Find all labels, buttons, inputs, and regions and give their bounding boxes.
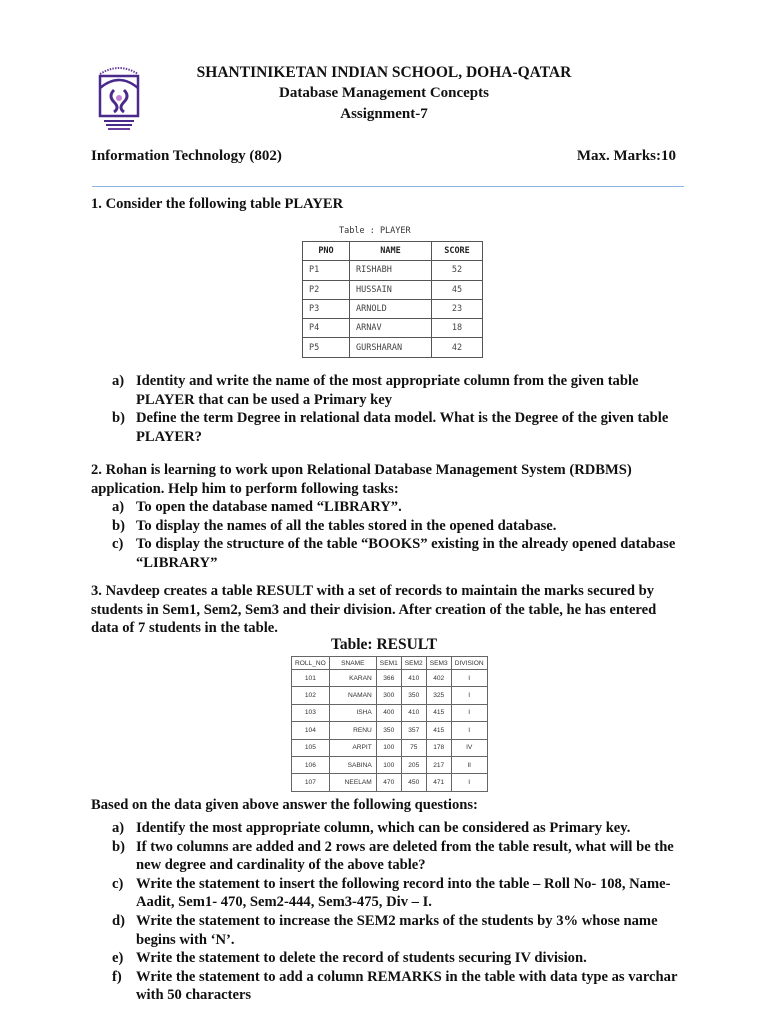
result-table [291, 656, 488, 792]
item-text: To display the structure of the table “BOOKS” existing in the already opened database “LIBRARY” [136, 536, 676, 571]
table-cell: 106 [292, 756, 330, 773]
column-header: DIVISION [451, 657, 487, 670]
item-label: c) [112, 875, 124, 892]
table-cell: 102 [292, 687, 330, 704]
table-row [292, 670, 488, 687]
column-header: SEM2 [401, 657, 426, 670]
item-label: d) [112, 912, 125, 929]
assignment-title: Assignment-7 [340, 106, 428, 122]
table-cell: ARNOLD [350, 299, 432, 318]
table-cell: 402 [426, 670, 451, 687]
list-item [112, 409, 684, 446]
table-cell: 45 [432, 280, 483, 299]
item-text: To display the names of all the tables stored in the opened database. [136, 517, 557, 534]
table-cell: 366 [376, 670, 401, 687]
table-row [303, 299, 483, 318]
item-text: Write the statement to add a column REMARKS in the table with data type as varchar with 50 characters [136, 968, 678, 1004]
subject-title: Database Management Concepts [279, 85, 489, 101]
item-label: b) [112, 517, 125, 534]
table-cell: 178 [426, 739, 451, 756]
list-item [112, 498, 684, 517]
table-cell: KARAN [329, 670, 376, 687]
table-cell: 415 [426, 722, 451, 739]
table-cell: I [451, 670, 487, 687]
table-cell: P5 [303, 338, 350, 357]
column-header: NAME [350, 242, 432, 261]
list-item [112, 875, 684, 912]
column-header: SNAME [329, 657, 376, 670]
item-text: To open the database named “LIBRARY”. [136, 499, 402, 515]
table-cell: I [451, 687, 487, 704]
list-item [112, 949, 684, 968]
table-cell: 410 [401, 670, 426, 687]
item-label: e) [112, 950, 124, 967]
table-cell: ARNAV [350, 319, 432, 338]
table-cell: GURSHARAN [350, 338, 432, 357]
item-label: b) [112, 838, 125, 855]
table-cell: HUSSAIN [350, 280, 432, 299]
question-2-parts [112, 498, 684, 572]
table-cell: P4 [303, 319, 350, 338]
item-label: a) [112, 499, 125, 515]
table-cell: 415 [426, 704, 451, 721]
list-item [112, 517, 684, 536]
item-label: c) [112, 536, 124, 553]
school-name: SHANTINIKETAN INDIAN SCHOOL, DOHA-QATAR [196, 64, 572, 81]
question-3-parts [112, 819, 684, 1005]
table-cell: 300 [376, 687, 401, 704]
table-cell: RENU [329, 722, 376, 739]
table-cell: NEELAM [329, 774, 376, 791]
table-cell: P2 [303, 280, 350, 299]
table-cell: 23 [432, 299, 483, 318]
table-cell: 205 [401, 756, 426, 773]
table-row [303, 319, 483, 338]
table-cell: 52 [432, 261, 483, 280]
table-cell: 104 [292, 722, 330, 739]
list-item [112, 968, 684, 1005]
table-cell: P3 [303, 299, 350, 318]
table-row [303, 261, 483, 280]
table-cell: P1 [303, 261, 350, 280]
item-label: a) [112, 373, 125, 389]
table-cell: NAMAN [329, 687, 376, 704]
column-header: SCORE [432, 242, 483, 261]
item-text: If two columns are added and 2 rows are deleted from the table result, what will be the new degree and cardinality of the above table? [136, 838, 674, 874]
table-cell: IV [451, 739, 487, 756]
table-cell: RISHABH [350, 261, 432, 280]
item-label: b) [112, 410, 125, 427]
player-table [302, 241, 483, 358]
result-table-title: Table: RESULT [330, 636, 438, 653]
table-cell: 471 [426, 774, 451, 791]
question-1: 1. Consider the following table PLAYER [91, 196, 344, 212]
table-row [292, 756, 488, 773]
table-cell: 42 [432, 338, 483, 357]
table-cell: SABINA [329, 756, 376, 773]
item-text: Identify the most appropriate column, which can be considered as Primary key. [136, 820, 631, 836]
question-2: 2. Rohan is learning to work upon Relational Database Management System (RDBMS) application. Help him to perform following tasks: [91, 462, 632, 497]
instruction-text: Based on the data given above answer the following questions: [91, 797, 478, 813]
table-cell: 100 [376, 756, 401, 773]
table-cell: 105 [292, 739, 330, 756]
list-item [112, 819, 684, 838]
table-row [303, 280, 483, 299]
header-divider [92, 186, 684, 187]
item-text: Write the statement to increase the SEM2 marks of the students by 3% whose name begins with ‘N’. [136, 912, 658, 948]
item-text: Write the statement to delete the record of students securing IV division. [136, 950, 587, 967]
question-1-parts [112, 372, 684, 446]
table-row [292, 687, 488, 704]
table-cell: 101 [292, 670, 330, 687]
table-cell: ISHA [329, 704, 376, 721]
max-marks: Max. Marks:10 [576, 148, 676, 164]
table-cell: 357 [401, 722, 426, 739]
question-3: 3. Navdeep creates a table RESULT with a set of records to maintain the marks secured by students in Sem1, Sem2, Sem3 and their division. After creation of the table, he has entered data of 7 students in the table. [91, 583, 657, 637]
table-row [292, 722, 488, 739]
table-cell: 100 [376, 739, 401, 756]
table-cell: I [451, 774, 487, 791]
table-cell: I [451, 722, 487, 739]
item-label: f) [112, 968, 122, 985]
list-item [112, 535, 684, 572]
table-cell: 107 [292, 774, 330, 791]
table-header-row [292, 657, 488, 670]
list-item [112, 912, 684, 949]
table-cell: II [451, 756, 487, 773]
column-header: SEM1 [376, 657, 401, 670]
item-text: Write the statement to insert the following record into the table – Roll No- 108, Name- Aadit, Sem1- 470, Sem2-444, Sem3-475, Div – I. [136, 875, 671, 911]
list-item [112, 372, 684, 409]
column-header: ROLL_NO [292, 657, 330, 670]
table-row [303, 338, 483, 357]
table-header-row [303, 242, 483, 261]
table-cell: 400 [376, 704, 401, 721]
course-name: Information Technology (802) [91, 148, 282, 164]
table-cell: 450 [401, 774, 426, 791]
table-cell: 217 [426, 756, 451, 773]
column-header: PNO [303, 242, 350, 261]
player-table-caption: Table : PLAYER [339, 226, 411, 236]
table-cell: 350 [376, 722, 401, 739]
table-cell: 410 [401, 704, 426, 721]
table-cell: 350 [401, 687, 426, 704]
table-cell: I [451, 704, 487, 721]
item-label: a) [112, 820, 125, 836]
item-text: Define the term Degree in relational data model. What is the Degree of the given table PLAYER? [136, 410, 669, 445]
column-header: SEM3 [426, 657, 451, 670]
table-row [292, 739, 488, 756]
table-cell: 75 [401, 739, 426, 756]
table-cell: 470 [376, 774, 401, 791]
list-item [112, 838, 684, 875]
item-text: Identity and write the name of the most appropriate column from the given table PLAYER that can be used a Primary key [136, 373, 639, 408]
table-row [292, 774, 488, 791]
table-cell: ARPIT [329, 739, 376, 756]
table-cell: 325 [426, 687, 451, 704]
table-row [292, 704, 488, 721]
table-cell: 103 [292, 704, 330, 721]
table-cell: 18 [432, 319, 483, 338]
